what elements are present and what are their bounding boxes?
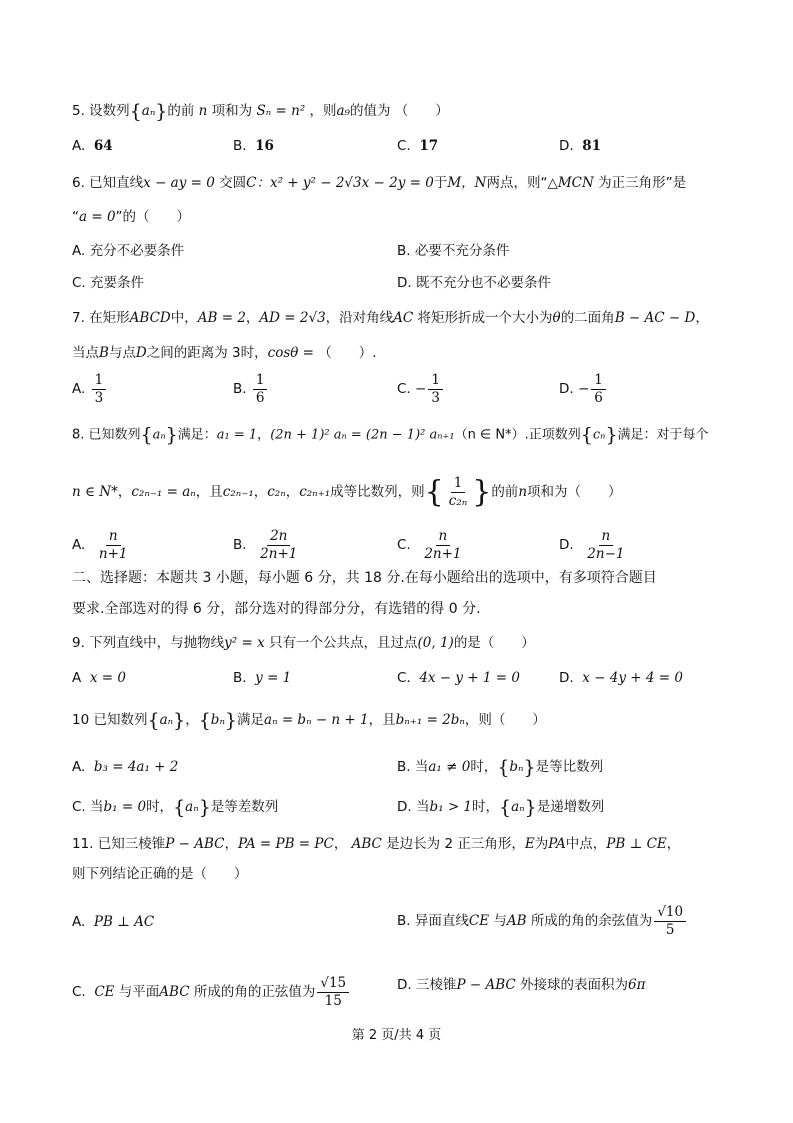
q11-option-d[interactable]: D. 三棱锥P − ABC 外接球的表面积为6π	[397, 977, 646, 993]
q5-option-b[interactable]: B. 16	[233, 138, 274, 154]
q8-option-b[interactable]: B. $\frac{2n}{2n+1}$	[233, 528, 302, 563]
q5-option-c[interactable]: C. 17	[397, 138, 439, 154]
fraction: $\frac{√10}{5}$	[654, 904, 686, 939]
q7-stem-line1: 7. 在矩形ABCD中，AB = 2，AD = 2√3，沿对角线AC 将矩形折成一个大小为θ的二面角B − AC − D，	[72, 310, 709, 326]
q10-option-b[interactable]: B. 当a₁ ≠ 0时，{bₙ}是等比数列	[397, 756, 604, 779]
q8-option-a[interactable]: A. $\frac{n}{n+1}$	[72, 528, 133, 563]
q8-option-d[interactable]: D. $\frac{n}{2n-1}$	[559, 528, 629, 563]
q5-option-d[interactable]: D. 81	[559, 138, 602, 154]
q5-option-a[interactable]: A. 64	[72, 138, 113, 154]
fraction: $\frac{1}{3}$	[92, 372, 107, 407]
q11-stem-line2: 则下列结论正确的是（ ）	[72, 866, 248, 882]
fraction: $\frac{√15}{15}$	[317, 975, 349, 1010]
q9-option-c[interactable]: C. 4x − y + 1 = 0	[397, 670, 521, 686]
q5-stem: 5. 设数列{aₙ}的前 n 项和为 Sₙ = n² ，则a₉的值为 （ ）	[72, 100, 449, 123]
q6-option-b[interactable]: B. 必要不充分条件	[397, 243, 510, 259]
q5-text-c: 项和为	[211, 103, 253, 119]
q7-option-a[interactable]: A. $\frac{1}{3}$	[72, 372, 108, 407]
section2-heading-line2: 要求.全部选对的得 6 分，部分选对的得部分分，有选错的得 0 分.	[72, 601, 481, 617]
q7-option-c[interactable]: C. − $\frac{1}{3}$	[397, 372, 445, 407]
fraction: $\frac{1}{6}$	[253, 372, 268, 407]
q8-option-c[interactable]: C. $\frac{n}{2n+1}$	[397, 528, 467, 563]
q6-stem-line2: “a = 0”的（ ）	[72, 209, 191, 225]
q10-stem: 10 已知数列{aₙ}，{bₙ}满足aₙ = bₙ − n + 1，且bₙ₊₁ = 2bₙ，则（ ）	[72, 709, 546, 732]
q10-option-c[interactable]: C. 当b₁ = 0时，{aₙ}是等差数列	[72, 796, 279, 819]
q7-option-d[interactable]: D. − $\frac{1}{6}$	[559, 372, 608, 407]
q7-stem-line2: 当点B与点D之间的距离为 3时，cosθ = （ ）.	[72, 345, 377, 361]
q5-text-b: 的前	[167, 103, 195, 119]
q9-option-a[interactable]: A x = 0	[72, 670, 126, 686]
q8-stem-line1: 8. 已知数列{aₙ}满足：a₁ = 1，(2n + 1)² aₙ = (2n − 1)² aₙ₊₁（n ∈ N*）.正项数列{cₙ}满足：对于每个	[72, 424, 709, 446]
fraction: $\frac{2n}{2n+1}$	[260, 528, 298, 562]
fraction: $\frac{n}{2n+1}$	[424, 528, 462, 562]
q9-option-d[interactable]: D. x − 4y + 4 = 0	[559, 670, 683, 686]
q6-stem-line1: 6. 已知直线x − ay = 0 交圆C：x² + y² − 2√3x − 2y = 0于M，N两点，则“△MCN 为正三角形”是	[72, 175, 687, 191]
q5-text-d: ，则	[309, 103, 337, 119]
q11-stem-line1: 11. 已知三棱锥P − ABC，PA = PB = PC， ABC 是边长为 2 正三角形，E为PA中点，PB ⊥ CE，	[72, 836, 681, 852]
page-footer: 第 2 页/共 4 页	[351, 1028, 442, 1043]
q5-text-a: 5. 设数列	[72, 103, 130, 119]
q6-option-d[interactable]: D. 既不充分也不必要条件	[397, 275, 551, 291]
q7-option-b[interactable]: B. $\frac{1}{6}$	[233, 372, 269, 407]
q9-option-b[interactable]: B. y = 1	[233, 670, 292, 686]
q5-text-e: 的值为 （ ）	[349, 103, 449, 119]
q6-option-a[interactable]: A. 充分不必要条件	[72, 243, 185, 259]
fraction: $\frac{1}{\text{c₂ₙ}}$	[448, 475, 468, 509]
q9-stem: 9. 下列直线中，与抛物线y² = x 只有一个公共点，且过点(0, 1)的是（ ）	[72, 635, 535, 651]
fraction: $\frac{n}{n+1}$	[98, 528, 128, 562]
fraction: $\frac{1}{6}$	[591, 372, 606, 407]
q11-option-c[interactable]: C. CE 与平面ABC 所成的角的正弦值为 $\frac{√15}{15}$	[72, 975, 351, 1010]
q11-option-b[interactable]: B. 异面直线CE 与AB 所成的角的余弦值为 $\frac{√10}{5}$	[397, 904, 688, 939]
fraction: $\frac{1}{3}$	[428, 372, 443, 407]
q6-option-c[interactable]: C. 充要条件	[72, 275, 145, 291]
q10-option-a[interactable]: A. b₃ = 4a₁ + 2	[72, 759, 179, 775]
q10-option-d[interactable]: D. 当b₁ > 1时，{aₙ}是递增数列	[397, 796, 605, 819]
fraction: $\frac{n}{2n-1}$	[587, 528, 625, 562]
section2-heading-line1: 二、选择题：本题共 3 小题，每小题 6 分，共 18 分.在每小题给出的选项中，有多项符合题目	[72, 570, 657, 586]
q8-stem-line2: n ∈ N*，c₂ₙ₋₁ = aₙ，且c₂ₙ₋₁，c₂ₙ，c₂ₙ₊₁成等比数列，则{ $\frac{1}{\text{c₂ₙ}}$ }的前n项和为（ ）	[72, 474, 622, 510]
q11-option-a[interactable]: A. PB ⊥ AC	[72, 914, 155, 930]
